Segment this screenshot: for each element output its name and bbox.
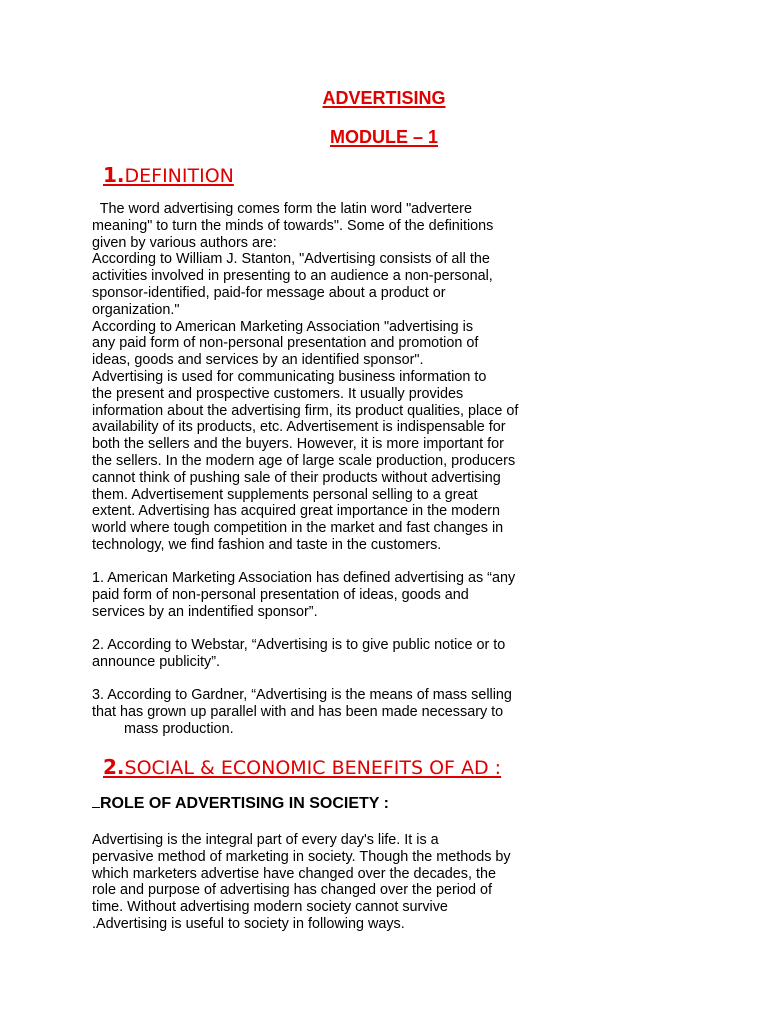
list-item-line: announce publicity”. [92,653,220,670]
section-2-heading [103,755,501,779]
paragraph-line: given by various authors are: [92,234,277,251]
definition-list-item-3 [92,687,562,737]
definition-paragraph [92,201,562,554]
module-title: MODULE – 1 [329,127,439,147]
paragraph-line: the sellers. In the modern age of large scale production, producers [92,452,516,469]
paragraph-line: meaning" to turn the minds of towards". Some of the definitions [92,217,494,234]
paragraph-line: pervasive method of marketing in society. Though the methods by [92,848,511,865]
list-item-line: paid form of non-personal presentation of ideas, goods and [92,586,469,603]
paragraph-line: The word advertising comes form the latin word "advertere [92,201,472,217]
underline-mark [92,793,100,808]
paragraph-line: world where tough competition in the market and fast changes in [92,520,504,537]
list-item-line: services by an indentified sponsor”. [92,603,318,620]
paragraph-line: .Advertising is useful to society in following ways. [92,915,405,932]
paragraph-line: organization." [92,301,180,318]
paragraph-line: ideas, goods and services by an identified sponsor". [92,352,424,369]
role-in-society-subheading [92,793,389,813]
section-2-number: 2. [103,755,125,779]
paragraph-line: cannot think of pushing sale of their products without advertising [92,469,501,486]
list-item-line: 1. American Marketing Association has defined advertising as “any [92,570,516,586]
paragraph-line: technology, we find fashion and taste in the customers. [92,536,442,553]
section-1-heading-text: DEFINITION [124,165,234,187]
section-1-heading [103,163,234,187]
society-paragraph [92,832,562,933]
paragraph-line: According to American Marketing Association "advertising is [92,318,474,335]
paragraph-line: activities involved in presenting to an audience a non-personal, [92,268,493,285]
list-item-line: mass production. [92,720,234,737]
definition-list-item-2 [92,637,562,671]
paragraph-line: any paid form of non-personal presentation and promotion of [92,335,479,352]
section-2-heading-text: SOCIAL & ECONOMIC BENEFITS OF AD : [124,757,502,779]
list-item-line: 2. According to Webstar, “Advertising is to give public notice or to [92,637,506,653]
paragraph-line: which marketers advertise have changed over the decades, the [92,865,496,882]
paragraph-line: them. Advertisement supplements personal selling to a great [92,486,478,503]
paragraph-line: time. Without advertising modern society cannot survive [92,899,448,916]
list-item-line: 3. According to Gardner, “Advertising is the means of mass selling [92,687,512,703]
paragraph-line: Advertising is used for communicating business information to [92,368,487,385]
role-in-society-subheading-text: ROLE OF ADVERTISING IN SOCIETY : [100,795,389,812]
paragraph-line: the present and prospective customers. It usually provides [92,385,464,402]
paragraph-line: role and purpose of advertising has changed over the period of [92,882,493,899]
paragraph-line: availability of its products, etc. Advertisement is indispensable for [92,419,506,436]
paragraph-line: information about the advertising firm, its product qualities, place of [92,402,519,419]
section-1-number: 1. [103,163,125,187]
document-title: ADVERTISING [322,88,446,108]
list-item-line: that has grown up parallel with and has been made necessary to [92,703,504,720]
paragraph-line: both the sellers and the buyers. However, it is more important for [92,436,504,453]
paragraph-line: Advertising is the integral part of every day's life. It is a [92,832,439,848]
definition-list-item-1 [92,570,562,620]
paragraph-line: According to William J. Stanton, "Advertising consists of all the [92,251,490,268]
paragraph-line: sponsor-identified, paid-for message about a product or [92,284,446,301]
paragraph-line: extent. Advertising has acquired great importance in the modern [92,503,500,520]
